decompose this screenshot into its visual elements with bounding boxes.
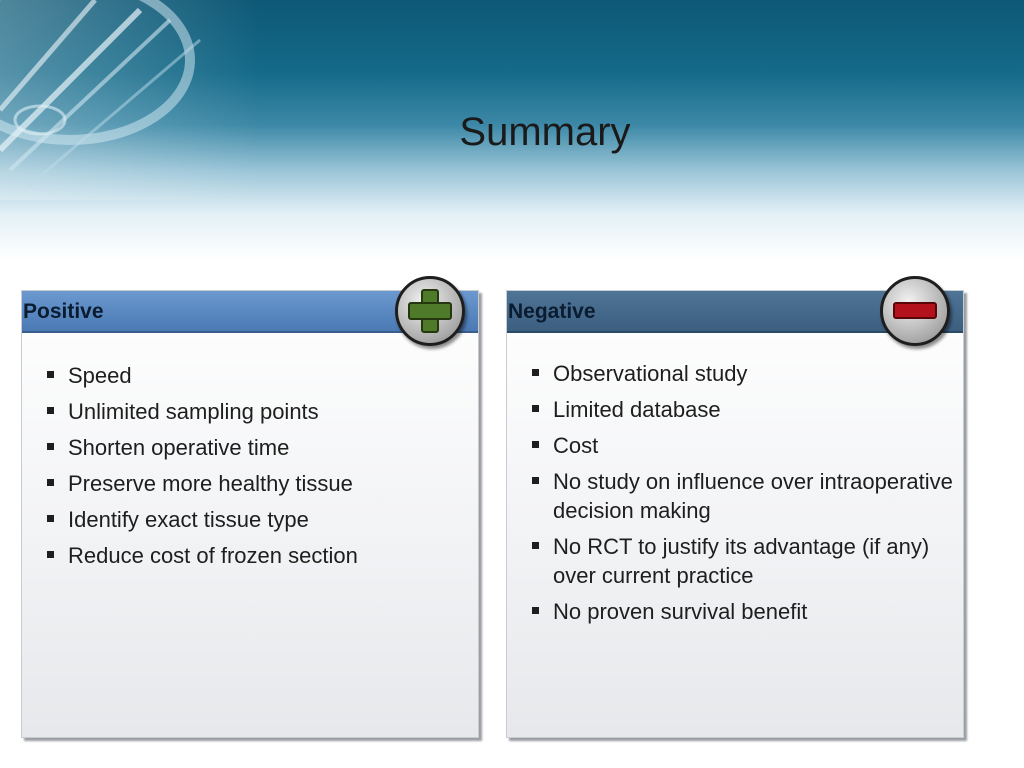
list-item: No study on influence over intraoperative decision making	[531, 467, 956, 525]
list-item: Identify exact tissue type	[46, 505, 471, 534]
positive-list	[46, 361, 471, 577]
positive-panel	[21, 290, 479, 738]
negative-heading: Negative	[508, 300, 596, 323]
negative-list	[531, 359, 956, 633]
bullet-icon	[532, 542, 539, 549]
negative-panel	[506, 290, 964, 738]
list-item: Preserve more healthy tissue	[46, 469, 471, 498]
bullet-icon	[47, 551, 54, 558]
list-item: No proven survival benefit	[531, 597, 956, 626]
list-item: No RCT to justify its advantage (if any) over current practice	[531, 532, 956, 590]
plus-icon	[395, 276, 465, 346]
bullet-icon	[47, 479, 54, 486]
minus-icon	[880, 276, 950, 346]
positive-heading: Positive	[23, 300, 104, 323]
bullet-icon	[532, 441, 539, 448]
bullet-icon	[47, 443, 54, 450]
bullet-icon	[532, 607, 539, 614]
list-item: Limited database	[531, 395, 956, 424]
surgical-instruments-image	[0, 0, 260, 200]
bullet-icon	[47, 371, 54, 378]
list-item: Cost	[531, 431, 956, 460]
list-item: Speed	[46, 361, 471, 390]
bullet-icon	[47, 515, 54, 522]
slide-title: Summary	[459, 110, 631, 154]
list-item: Unlimited sampling points	[46, 397, 471, 426]
bullet-icon	[532, 405, 539, 412]
bullet-icon	[532, 369, 539, 376]
list-item: Observational study	[531, 359, 956, 388]
list-item: Shorten operative time	[46, 433, 471, 462]
bullet-icon	[47, 407, 54, 414]
bullet-icon	[532, 477, 539, 484]
list-item: Reduce cost of frozen section	[46, 541, 471, 570]
